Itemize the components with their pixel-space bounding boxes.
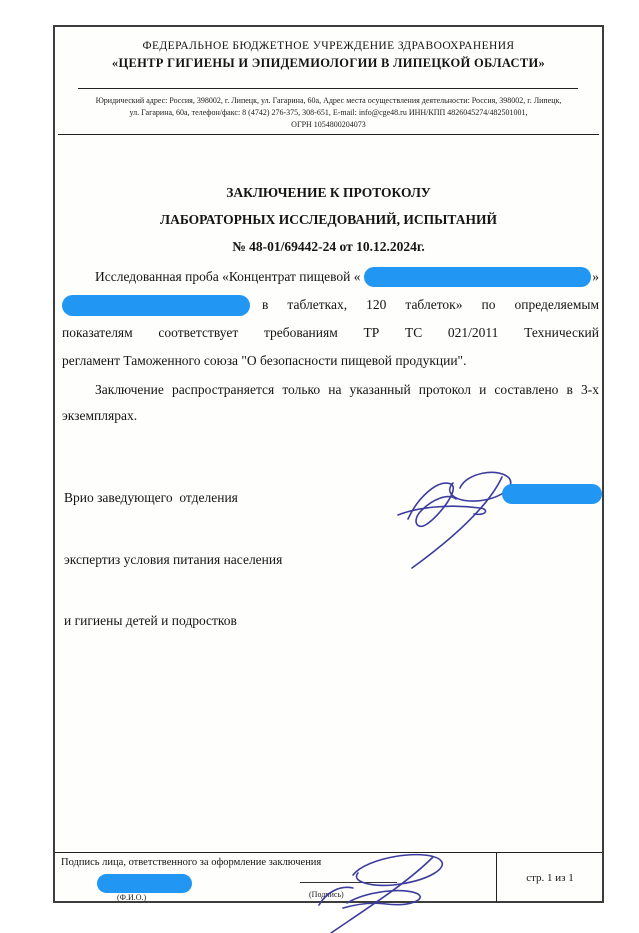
signature-caption: (Подпись) xyxy=(309,890,344,899)
body-p1-line1-closequote: » xyxy=(592,269,599,284)
footer-signature-ink xyxy=(295,833,495,933)
address-line-2: ул. Гагарина, 60а, телефон/факс: 8 (4742) 276-375, 308-651, E-mail: info@cge48.ru ИНН/КПП 4826045274/482501001, xyxy=(129,108,528,117)
body-p1-line2-text: в таблетках, 120 таблеток» по определяемым xyxy=(262,297,599,312)
body-p1-line2 xyxy=(62,291,599,319)
organization-address xyxy=(57,95,600,131)
header-divider-bottom xyxy=(58,134,599,135)
body-p1-line1-text: Исследованная проба «Концентрат пищевой « xyxy=(95,269,361,284)
signatory-line-1: Врио заведующего отделения xyxy=(64,490,238,505)
title-line-3: № 48-01/69442-24 от 10.12.2024г. xyxy=(232,239,425,254)
document-title xyxy=(55,179,602,260)
body-p1-line4: регламент Таможенного союза "О безопасности пищевой продукции". xyxy=(62,353,467,368)
organization-name-line2: «ЦЕНТР ГИГИЕНЫ И ЭПИДЕМИОЛОГИИ В ЛИПЕЦКОЙ ОБЛАСТИ» xyxy=(111,56,546,70)
fio-caption: (Ф.И.О.) xyxy=(117,893,147,902)
organization-name-line1: ФЕДЕРАЛЬНОЕ БЮДЖЕТНОЕ УЧРЕЖДЕНИЕ ЗДРАВООХРАНЕНИЯ xyxy=(142,40,515,52)
signatory-line-2: экспертиз условия питания населения xyxy=(64,551,283,567)
redaction-box-footer-name xyxy=(97,874,192,893)
redaction-box-product-name xyxy=(364,267,592,287)
title-line-2: ЛАБОРАТОРНЫХ ИССЛЕДОВАНИЙ, ИСПЫТАНИЙ xyxy=(160,212,497,227)
body-p2-line1: Заключение распространяется только на указанный протокол и составлено в 3-х xyxy=(95,382,599,397)
footer-label: Подпись лица, ответственного за оформление заключения xyxy=(61,857,322,868)
page-number: стр. 1 из 1 xyxy=(526,871,574,884)
body-p1-line3: показателям соответствует требованиям ТР ТС 021/2011 Технический xyxy=(62,325,599,340)
signatory-line-3: и гигиены детей и подростков xyxy=(64,613,237,628)
redaction-box-product-name-2 xyxy=(62,295,250,316)
signatory-position-block xyxy=(64,447,364,673)
redaction-box-signatory-name xyxy=(502,484,602,504)
address-line-1: Юридический адрес: Россия, 398002, г. Липецк, ул. Гагарина, 60а, Адрес места осуществления деятельности: Россия, 398002, г. Липецк, xyxy=(95,96,562,105)
body-paragraph-2 xyxy=(62,377,599,429)
document-page xyxy=(53,25,604,903)
body-paragraph-1 xyxy=(62,263,599,375)
page-number-cell xyxy=(496,853,603,902)
title-line-1: ЗАКЛЮЧЕНИЕ К ПРОТОКОЛУ xyxy=(226,185,431,200)
header-divider-top xyxy=(78,88,578,89)
body-p1-line1 xyxy=(62,263,599,291)
body-p2-line2: экземплярах. xyxy=(62,408,138,423)
address-line-3: ОГРН 1054800204073 xyxy=(291,120,366,129)
signature-ink xyxy=(390,455,520,573)
